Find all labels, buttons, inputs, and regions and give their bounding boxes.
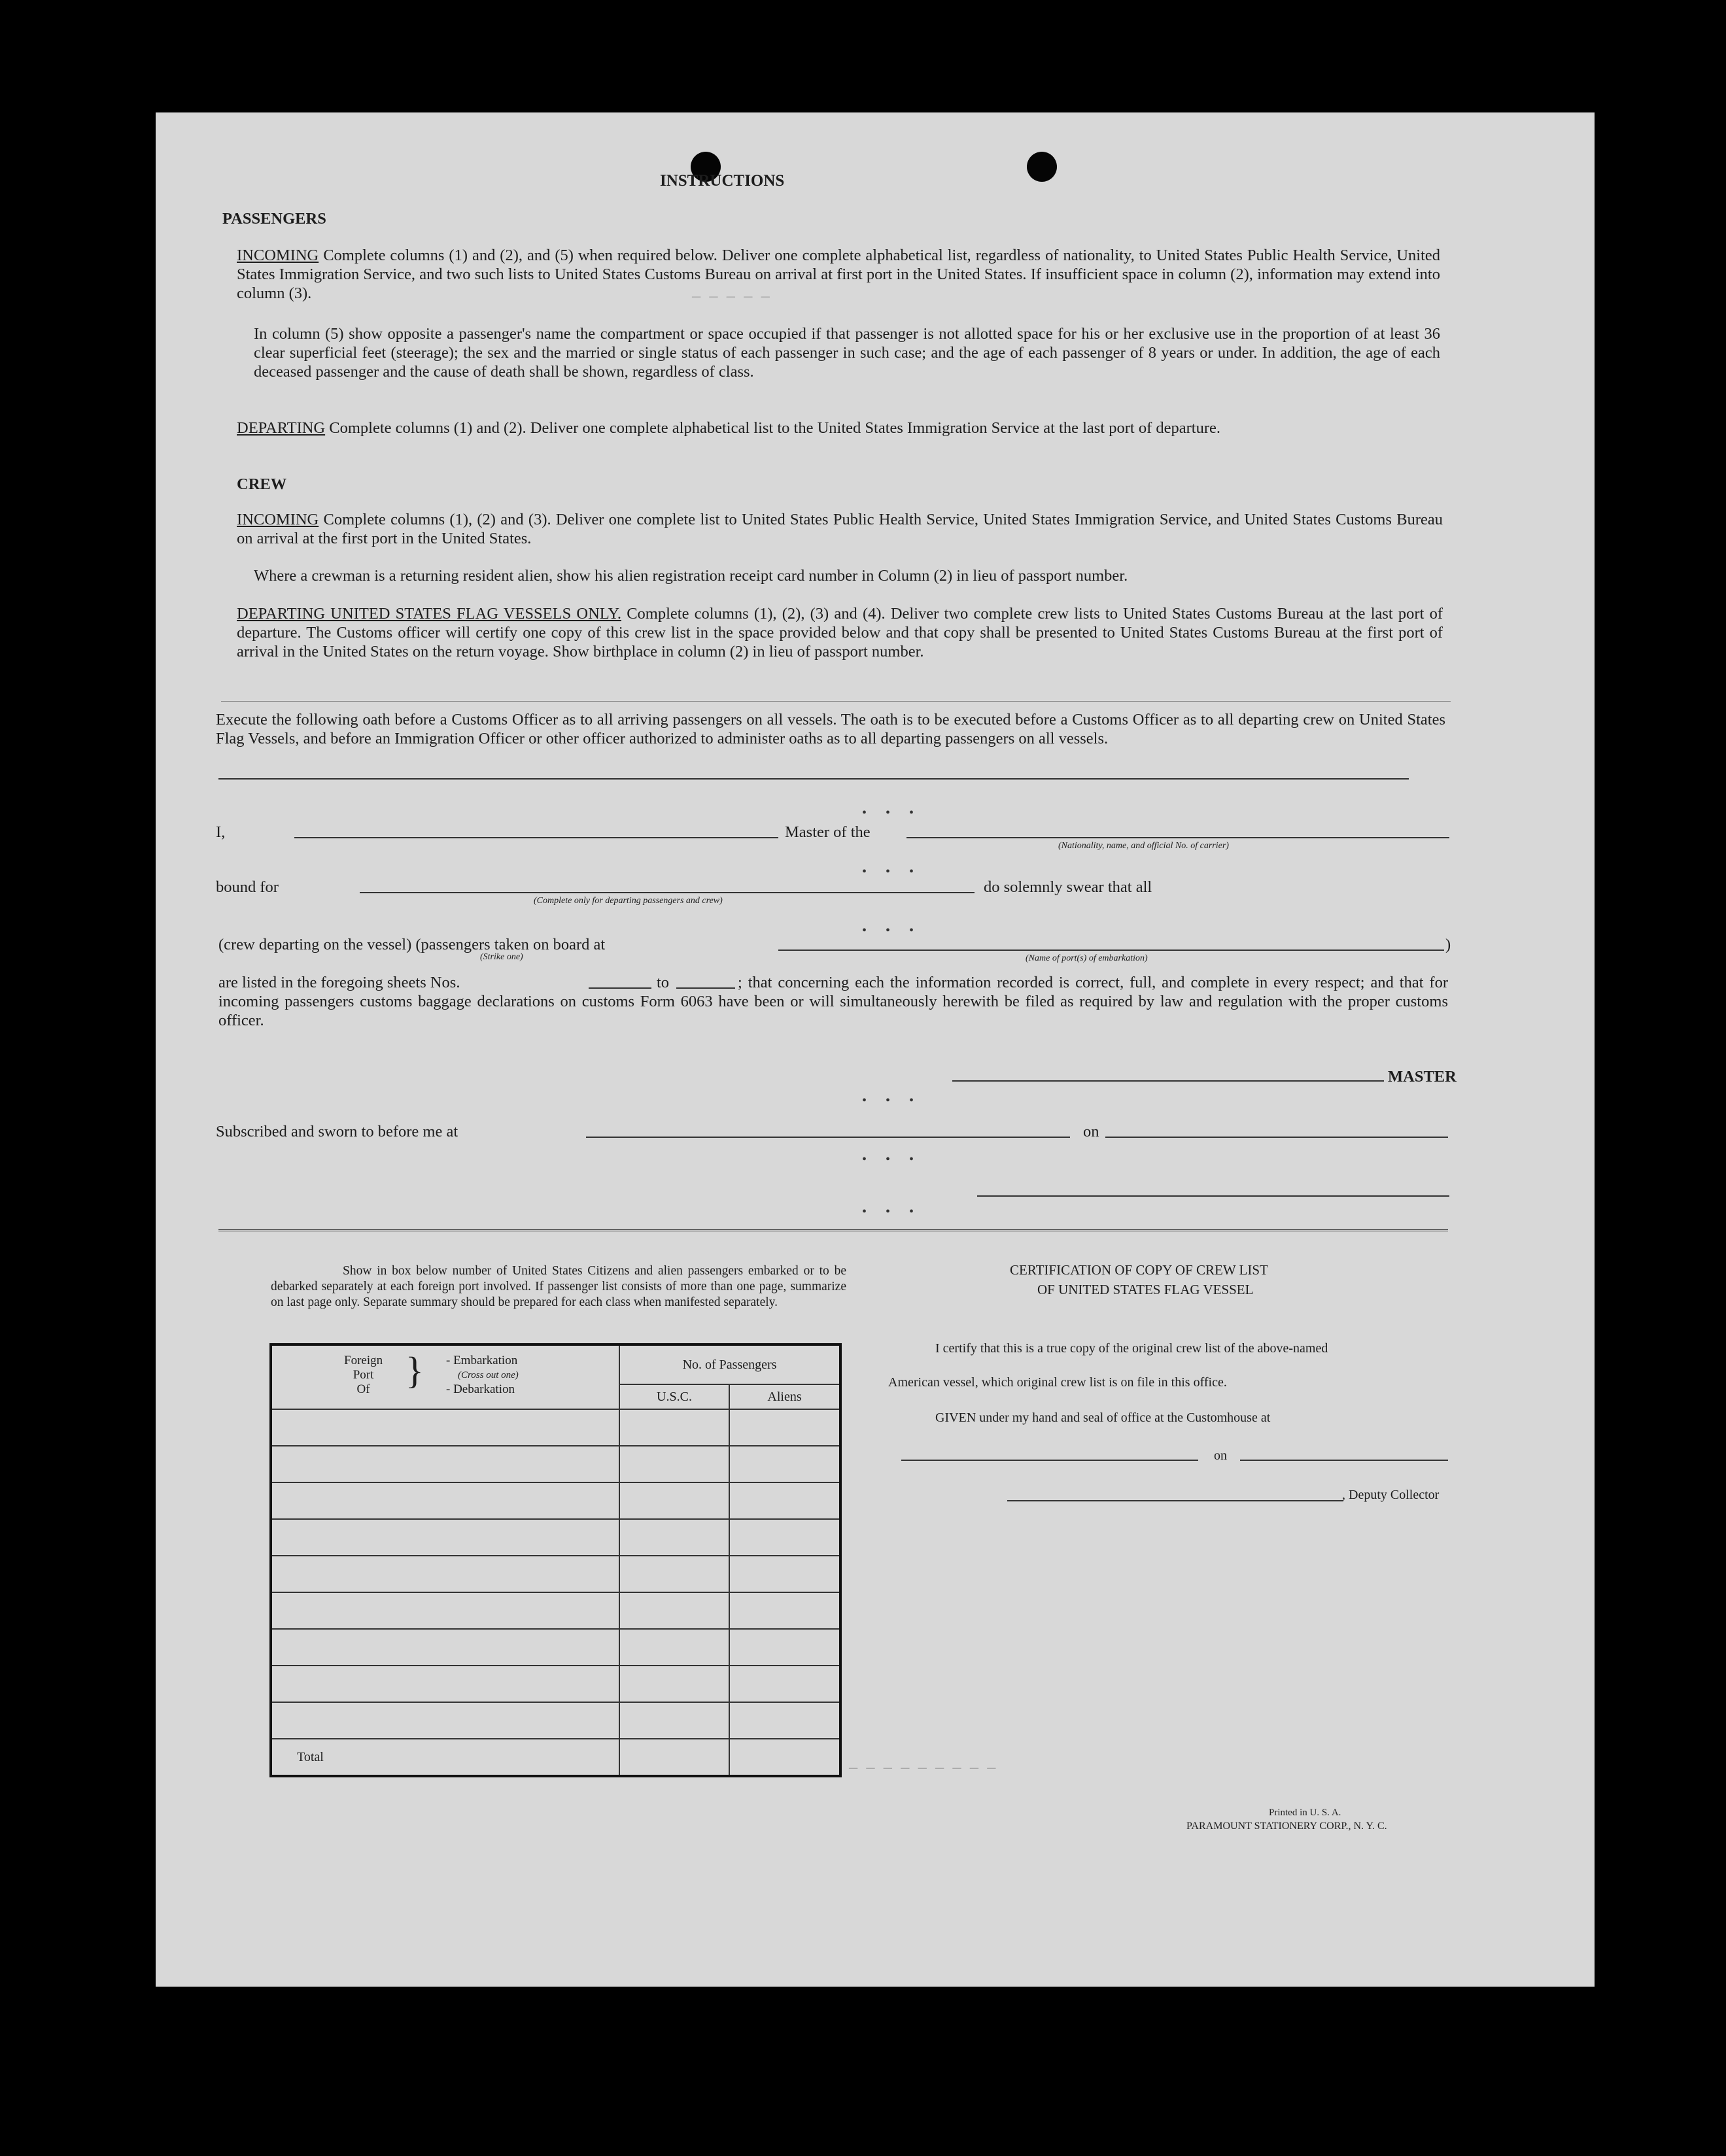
perforation-dots: • • • — [862, 923, 922, 938]
cert-on-label: on — [1214, 1448, 1227, 1463]
certify-line-1: I certify that this is a true copy of the original crew list of the above-named — [935, 1341, 1328, 1356]
master-of-the-label: Master of the — [785, 823, 871, 841]
passengers-heading: PASSENGERS — [222, 210, 326, 228]
printer-label: PARAMOUNT STATIONERY CORP., N. Y. C. — [1186, 1821, 1387, 1832]
oath-intro-text: Execute the following oath before a Customs Officer as to all arriving passengers on all vessels. The oath is to be executed before a Customs Officer as to all departing crew on United States Flag Vessels, and before an Immigration Officer or other officer authorized to administer oaths as to all departing passengers on all vessels. — [216, 711, 1445, 747]
crew-incoming-text: Complete columns (1), (2) and (3). Deliver one complete list to United States Public Health Service, United States Immigration Service, and United States Customs Bureau on arrival at the first port in the United States. — [237, 511, 1443, 547]
total-label: Total — [271, 1739, 619, 1776]
foreign-label: Foreign — [344, 1354, 383, 1367]
table-row — [271, 1702, 840, 1739]
crew-departing-label: DEPARTING UNITED STATES FLAG VESSELS ONLY. — [237, 605, 621, 623]
table-row — [271, 1629, 840, 1666]
debarkation-label: - Debarkation — [446, 1382, 515, 1396]
passengers-departing-text: Complete columns (1) and (2). Deliver one complete alphabetical list to the United States Immigration Service at the last port of departure. — [329, 419, 1220, 437]
perforation-dots: • • • — [862, 864, 922, 879]
nationality-caption: (Nationality, name, and official No. of carrier) — [1058, 841, 1229, 851]
sheets-label: are listed in the foregoing sheets Nos. — [218, 974, 460, 991]
passengers-incoming-label: INCOMING — [237, 247, 319, 264]
given-line: GIVEN under my hand and seal of office at the Customhouse at — [935, 1411, 1271, 1425]
no-passengers-header: No. of Passengers — [619, 1344, 840, 1384]
master-signature-field[interactable] — [952, 1080, 1384, 1082]
oath-divider — [218, 778, 1409, 783]
table-row — [271, 1446, 840, 1482]
passengers-incoming-paragraph — [237, 246, 1440, 303]
passengers-incoming-text: Complete columns (1) and (2), and (5) when required below. Deliver one complete alphabetical list, regardless of nationality, to United States Public Health Service, United States Immigration Service, and two such lists to United States Customs Bureau on arrival at first port in the United States. If insufficient space in column (2), information may extend into column (3). — [237, 247, 1441, 302]
swear-label: do solemnly swear that all — [984, 878, 1152, 896]
bound-for-caption: (Complete only for departing passengers and crew) — [534, 896, 723, 906]
crew-resident-paragraph — [254, 566, 1443, 585]
table-row — [271, 1519, 840, 1556]
table-row — [271, 1409, 840, 1446]
master-label: MASTER — [1388, 1068, 1457, 1086]
port-header-cell — [271, 1344, 619, 1409]
perforation-dots: • • • — [862, 1093, 922, 1108]
table-row — [271, 1556, 840, 1592]
deputy-collector-label: , Deputy Collector — [1342, 1488, 1440, 1502]
strike-one-caption: (Strike one) — [480, 952, 523, 962]
passenger-summary-table — [269, 1343, 842, 1777]
carrier-field[interactable] — [906, 837, 1449, 838]
crew-departing-paragraph — [237, 604, 1443, 661]
certification-title-2: OF UNITED STATES FLAG VESSEL — [1037, 1282, 1254, 1297]
crew-incoming-label: INCOMING — [237, 511, 319, 528]
embarkation-port-field[interactable] — [778, 950, 1444, 951]
passengers-column5-text: In column (5) show opposite a passenger's name the compartment or space occupied if that passenger is not allotted space for his or her exclusive use in the proportion of at least 36 clear superficial feet (steerage); the sex and the married or single status of each passenger in such case; and the age of each passenger of 8 years or under. In addition, the age of each deceased passenger and the cause of death shall be shown, regardless of class. — [254, 325, 1440, 381]
crew-incoming-paragraph — [237, 510, 1443, 548]
sheets-statement-text: ; that concerning each the information recorded is correct, full, and complete in every respect; and that for incoming passengers customs baggage declarations on customs Form 6063 have been or will simultaneously herewith be filed as required by law and regulation with the proper customs officer. — [218, 974, 1448, 1029]
summary-instructions-text: Show in box below number of United States Citizens and alien passengers embarked or to be debarked separately at each foreign port involved. If passenger list consists of more than one page, summarize on last page only. Separate summary should be prepared for each class when manifested separately. — [271, 1264, 846, 1309]
passengers-column5-paragraph — [254, 324, 1440, 381]
table-row — [271, 1592, 840, 1629]
certify-line-2: American vessel, which original crew list is on file in this office. — [888, 1375, 1227, 1390]
passengers-departing-paragraph — [237, 419, 1440, 437]
passengers-departing-label: DEPARTING — [237, 419, 326, 437]
crew-departing-text: Complete columns (1), (2), (3) and (4). Deliver two complete crew lists to United States Customs Bureau at the last port of departure. The Customs officer will certify one copy of this crew list in the space provided below and that copy shall be presented to United States Customs Bureau at the first port of arrival in the United States on the return voyage. Show birthplace in column (2) in lieu of passport number. — [237, 605, 1443, 660]
perforation-dots: • • • — [862, 1152, 922, 1167]
certification-title-1: CERTIFICATION OF COPY OF CREW LIST — [1010, 1262, 1268, 1278]
divider — [221, 701, 1451, 702]
port-label: Port — [353, 1368, 374, 1382]
oath-intro-paragraph — [216, 710, 1445, 748]
deputy-signature-field[interactable] — [1007, 1500, 1343, 1501]
bound-for-field[interactable] — [360, 892, 975, 893]
officer-signature-field[interactable] — [977, 1195, 1449, 1197]
sworn-date-field[interactable] — [1105, 1137, 1448, 1138]
instructions-title: INSTRUCTIONS — [660, 172, 785, 190]
perforation-dots: • • • — [862, 806, 922, 820]
port-caption: (Name of port(s) of embarkation) — [1026, 953, 1148, 963]
crew-resident-text: Where a crewman is a returning resident alien, show his alien registration receipt card number in Column (2) in lieu of passport number. — [254, 567, 1128, 585]
crew-heading: CREW — [237, 475, 287, 493]
total-row — [271, 1739, 840, 1776]
bleed-through-mark: — — — — — — — — — — [849, 1760, 996, 1777]
table-row — [271, 1482, 840, 1519]
sheets-statement — [218, 973, 1448, 1030]
subscribed-label: Subscribed and sworn to before me at — [216, 1123, 458, 1140]
printed-label: Printed in U. S. A. — [1269, 1807, 1341, 1818]
perforation-dots: • • • — [862, 1205, 922, 1219]
punch-hole-right — [1027, 152, 1057, 182]
section-divider — [218, 1229, 1448, 1234]
close-paren: ) — [1445, 936, 1451, 953]
crew-departing-label: (crew departing on the vessel) (passengers taken on board at — [218, 936, 606, 953]
embarkation-label: - Embarkation — [446, 1354, 518, 1367]
bleed-through-mark: — — — — — — [692, 289, 770, 305]
oath-i-label: I, — [216, 823, 226, 841]
summary-instructions — [271, 1263, 846, 1310]
cross-out-label: (Cross out one) — [458, 1370, 519, 1380]
sworn-place-field[interactable] — [586, 1137, 1070, 1138]
master-name-field[interactable] — [294, 837, 778, 838]
aliens-header: Aliens — [729, 1384, 840, 1409]
cert-date-field[interactable] — [1240, 1460, 1448, 1461]
cert-place-field[interactable] — [901, 1460, 1198, 1461]
table-row — [271, 1666, 840, 1702]
brace-icon: } — [406, 1349, 424, 1392]
of-label: Of — [356, 1382, 370, 1396]
sworn-on-label: on — [1083, 1123, 1099, 1140]
usc-header: U.S.C. — [619, 1384, 729, 1409]
bound-for-label: bound for — [216, 878, 279, 896]
sheets-to-label: to — [657, 974, 670, 991]
